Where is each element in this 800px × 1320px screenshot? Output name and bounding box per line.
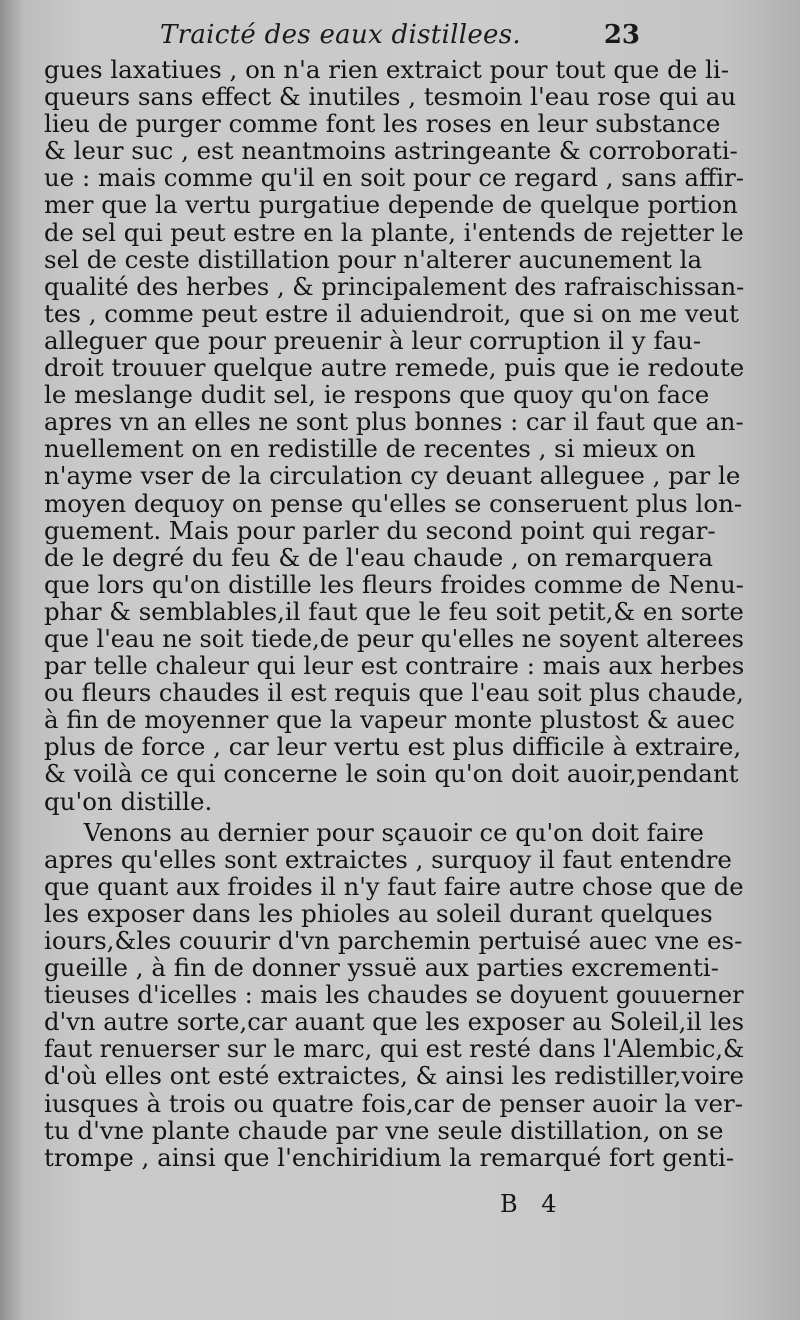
text-line: à fin de moyenner que la vapeur monte plustost & auec [44,705,735,735]
text-line: d'vn autre sorte,car auant que les exposer au Soleil,il les [44,1007,745,1037]
text-line: iours,&les couurir d'vn parchemin pertuisé auec vne es- [44,926,743,955]
text-line: tieuses d'icelles : mais les chaudes se doyuent gouuerner [44,980,744,1010]
page-number: 23 [603,20,640,50]
page-header [160,14,640,54]
text-line: de sel qui peut estre en la plante, i'entends de rejetter le [44,217,744,247]
running-title: Traicté des eaux distillees. [160,20,521,50]
text-line: que l'eau ne soit tiede,de peur qu'elles ne soyent alterees [44,623,744,653]
text-line: le meslange dudit sel, ie respons que quoy qu'on face [44,380,710,410]
text-line: queurs sans effect & inutiles , tesmoin l'eau rose qui au [44,82,737,112]
text-line: mer que la vertu purgatiue depende de quelque portion [44,190,738,220]
text-line: guement. Mais pour parler du second point qui regar- [44,515,716,545]
body-text [44,56,744,1171]
paragraph-2 [44,819,744,1171]
text-line: trompe , ainsi que l'enchiridium la remarqué fort genti- [44,1142,735,1172]
signature-mark: B 4 [500,1190,565,1218]
text-line: de le degré du feu & de l'eau chaude , on remarquera [44,542,713,572]
paragraph-1 [44,56,744,815]
text-line: Venons au dernier pour sçauoir ce qu'on doit faire [83,817,704,847]
text-line: moyen dequoy on pense qu'elles se conseruent plus lon- [44,488,743,518]
text-line: lieu de purger comme font les roses en leur substance [44,109,721,139]
text-line: par telle chaleur qui leur est contraire : mais aux herbes [44,651,745,681]
text-line: qualité des herbes , & principalement des rafraischissan- [44,271,745,301]
text-line: n'ayme vser de la circulation cy deuant alleguee , par le [44,461,741,491]
text-line: & leur suc , est neantmoins astringeante & corroborati- [44,136,738,166]
text-line: tu d'vne plante chaude par vne seule distillation, on se [44,1115,724,1145]
text-line: ue : mais comme qu'il en soit pour ce regard , sans affir- [44,163,745,193]
text-line: tes , comme peut estre il aduiendroit, que si on me veut [44,298,739,328]
text-line: droit trouuer quelque autre remede, puis que ie redoute [44,353,745,383]
text-line: phar & semblables,il faut que le feu soit petit,& en sorte [44,596,744,626]
text-line: gues laxatiues , on n'a rien extraict pour tout que de li- [44,55,729,84]
text-line: gueille , à fin de donner yssuë aux parties excrementi- [44,953,719,983]
text-line: apres qu'elles sont extraictes , surquoy il faut entendre [44,844,732,874]
text-line: nuellement on en redistille de recentes , si mieux on [44,434,696,464]
text-line: sel de ceste distillation pour n'alterer aucunement la [44,244,703,274]
text-line: les exposer dans les phioles au soleil durant quelques [44,898,713,928]
text-line: & voilà ce qui concerne le soin qu'on doit auoir,pendant [44,759,739,789]
text-line: faut renuerser sur le marc, qui est resté dans l'Alembic,& [44,1034,745,1064]
text-line: qu'on distille. [44,786,213,816]
text-line: plus de force , car leur vertu est plus difficile à extraire, [44,732,742,762]
text-line: que lors qu'on distille les fleurs froides comme de Nenu- [44,569,744,599]
text-line: iusques à trois ou quatre fois,car de penser auoir la ver- [44,1088,744,1118]
page-footer [500,1190,620,1220]
text-line: ou fleurs chaudes il est requis que l'eau soit plus chaude, [44,678,744,708]
text-line: alleguer que pour preuenir à leur corruption il y fau- [44,325,702,355]
text-line: d'où elles ont esté extraictes, & ainsi les redistiller,voire [44,1061,744,1091]
text-line: apres vn an elles ne sont plus bonnes : car il faut que an- [44,407,744,437]
text-line: que quant aux froides il n'y faut faire autre chose que de [44,871,744,901]
